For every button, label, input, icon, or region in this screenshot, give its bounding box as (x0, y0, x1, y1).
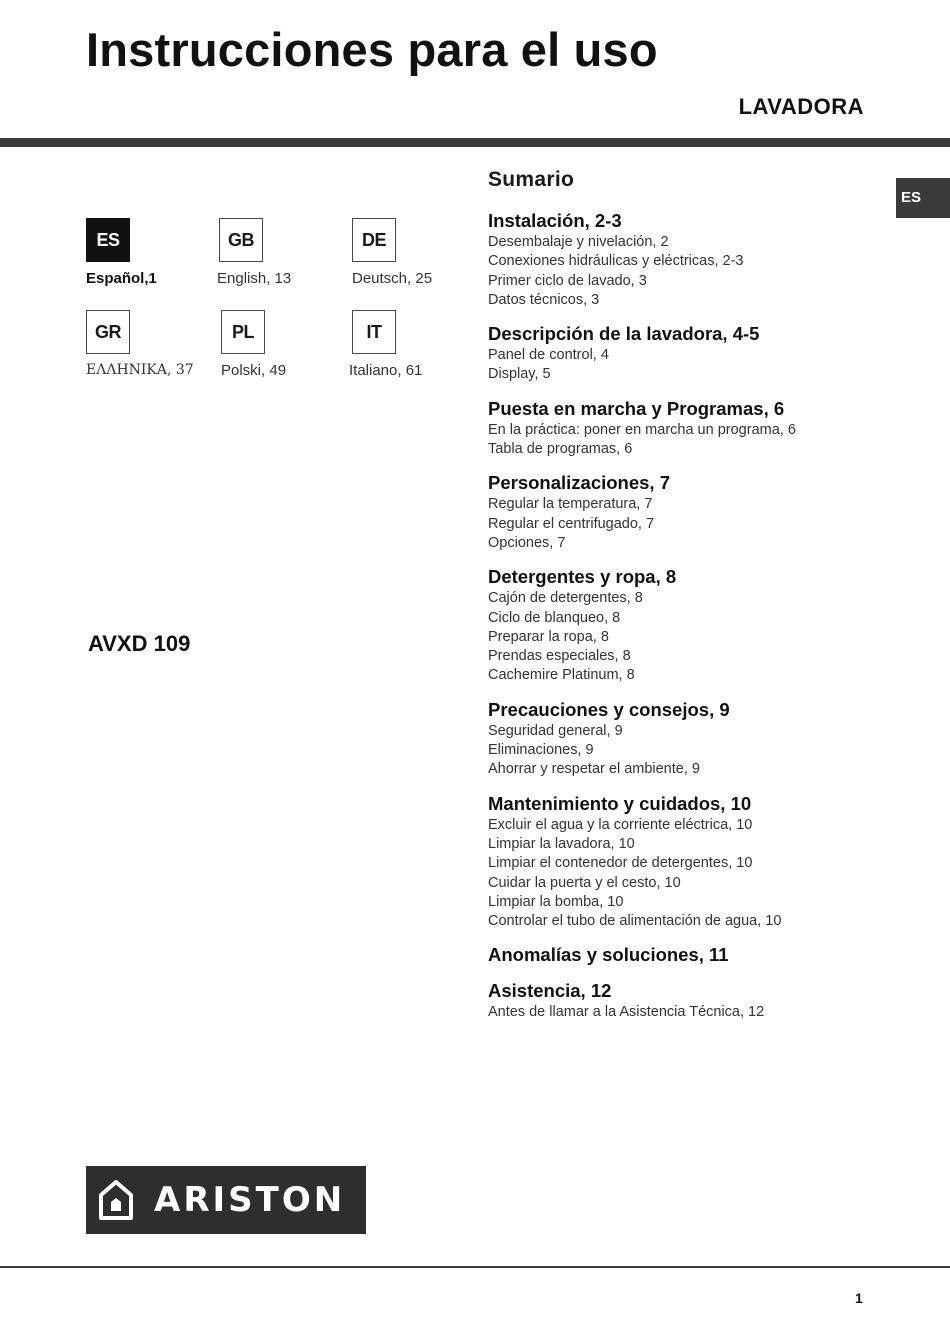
toc-item[interactable]: Cajón de detergentes, 8 (488, 590, 643, 607)
toc-section-heading[interactable]: Asistencia, 12 (488, 980, 612, 1002)
table-of-contents (488, 209, 888, 1035)
model-number: AVXD 109 (88, 631, 191, 656)
language-label: Deutsch, 25 (352, 270, 433, 287)
toc-item[interactable]: Ahorrar y respetar el ambiente, 9 (488, 761, 700, 778)
toc-section-heading[interactable]: Anomalías y soluciones, 11 (488, 944, 729, 966)
brand-name: ARISTON (154, 1180, 346, 1220)
language-code-box[interactable]: GB (219, 218, 263, 262)
toc-item[interactable]: Datos técnicos, 3 (488, 291, 600, 308)
toc-item[interactable]: Antes de llamar a la Asistencia Técnica, 12 (488, 1004, 765, 1021)
toc-item[interactable]: Prendas especiales, 8 (488, 648, 631, 665)
language-gr[interactable] (86, 310, 216, 378)
language-it[interactable] (349, 310, 482, 379)
toc-section-heading[interactable]: Detergentes y ropa, 8 (488, 566, 677, 588)
toc-section (488, 943, 888, 967)
toc-item[interactable]: Cachemire Platinum, 8 (488, 667, 635, 684)
toc-item[interactable]: Display, 5 (488, 366, 551, 383)
language-code-box[interactable]: IT (352, 310, 396, 354)
page-number: 1 (855, 1290, 863, 1306)
language-label: Polski, 49 (221, 362, 287, 379)
language-code-box[interactable]: ES (86, 218, 130, 262)
language-de[interactable] (352, 218, 482, 287)
toc-item[interactable]: Regular el centrifugado, 7 (488, 515, 655, 532)
toc-section (488, 979, 888, 1022)
toc-item[interactable]: Excluir el agua y la corriente eléctrica, 10 (488, 816, 753, 833)
language-label: Español,1 (86, 270, 157, 287)
toc-section-heading[interactable]: Mantenimiento y cuidados, 10 (488, 792, 752, 814)
toc-item[interactable]: Seguridad general, 9 (488, 722, 623, 739)
header-divider (0, 138, 950, 147)
product-type: LAVADORA (738, 94, 864, 119)
toc-section-heading[interactable]: Personalizaciones, 7 (488, 472, 671, 494)
toc-item[interactable]: Desembalaje y nivelación, 2 (488, 234, 669, 250)
toc-section (488, 471, 888, 553)
language-code-box[interactable]: PL (221, 310, 265, 354)
language-label: Italiano, 61 (349, 362, 423, 379)
toc-section (488, 698, 888, 780)
language-label: ΕΛΛΗΝΙΚΑ, 37 (86, 362, 194, 378)
language-gb[interactable] (219, 218, 349, 287)
ariston-logo (86, 1166, 366, 1234)
toc-item[interactable]: En la práctica: poner en marcha un programa, 6 (488, 421, 796, 438)
toc-section (488, 397, 888, 460)
language-code-box[interactable]: GR (86, 310, 130, 354)
house-logo-icon (98, 1179, 134, 1221)
toc-section-heading[interactable]: Puesta en marcha y Programas, 6 (488, 397, 785, 419)
toc-section-heading[interactable]: Precauciones y consejos, 9 (488, 698, 730, 720)
language-es[interactable] (86, 218, 216, 287)
toc-section (488, 565, 888, 685)
toc-item[interactable]: Regular la temperatura, 7 (488, 496, 653, 513)
page-title: Instrucciones para el uso (86, 23, 658, 76)
toc-section-heading[interactable]: Instalación, 2-3 (488, 210, 622, 231)
toc-section (488, 209, 888, 310)
language-code-box[interactable]: DE (352, 218, 396, 262)
toc-section-heading[interactable]: Descripción de la lavadora, 4-5 (488, 323, 760, 345)
toc-item[interactable]: Limpiar la bomba, 10 (488, 893, 624, 910)
toc-section (488, 322, 888, 385)
toc-item[interactable]: Limpiar el contenedor de detergentes, 10 (488, 855, 753, 872)
toc-title: Sumario (488, 168, 575, 191)
language-side-tab: ES (896, 178, 950, 218)
toc-item[interactable]: Controlar el tubo de alimentación de agua, 10 (488, 913, 782, 930)
toc-item[interactable]: Limpiar la lavadora, 10 (488, 835, 635, 852)
language-label: English, 13 (217, 270, 292, 287)
toc-item[interactable]: Ciclo de blanqueo, 8 (488, 609, 621, 626)
toc-section (488, 792, 888, 932)
toc-item[interactable]: Cuidar la puerta y el cesto, 10 (488, 874, 681, 891)
language-pl[interactable] (221, 310, 351, 379)
footer-divider (0, 1266, 950, 1268)
toc-item[interactable]: Primer ciclo de lavado, 3 (488, 272, 647, 289)
toc-item[interactable]: Tabla de programas, 6 (488, 441, 633, 458)
toc-item[interactable]: Panel de control, 4 (488, 347, 609, 364)
toc-item[interactable]: Opciones, 7 (488, 534, 566, 551)
toc-item[interactable]: Preparar la ropa, 8 (488, 628, 609, 645)
toc-item[interactable]: Conexiones hidráulicas y eléctricas, 2-3 (488, 253, 744, 270)
toc-item[interactable]: Eliminaciones, 9 (488, 742, 594, 759)
